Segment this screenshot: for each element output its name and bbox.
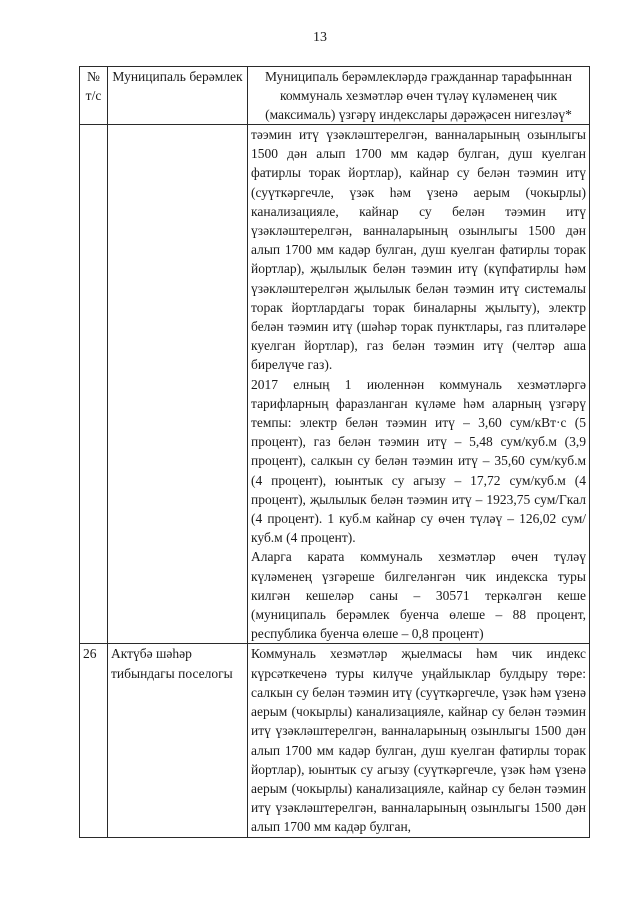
header-num: № т/с — [80, 67, 108, 125]
table-row — [80, 125, 590, 644]
table-row — [80, 644, 590, 837]
row-basis — [248, 644, 590, 837]
header-basis: Муниципаль берәмлекләрдә гражданнар тарафыннан коммуналь хезмәтләр өчен түләү күләменең чик (максималь) үзгәрү индекслары дәрәҗәсен нигезләү* — [248, 67, 590, 125]
basis-paragraph: 2017 елның 1 июленнән коммуналь хезмәтләргә тарифларның фаразланган күләме һәм аларның үзгәрү темпы: электр белән тәэмин итү – 3,60 сум/кВт·с (5 процент), газ белән тәэмин итү – 5,48 сум/куб.м (3,9 процент), салкын су белән тәэмин итү – 35,60 сум/куб.м (4 процент), юынтык су агызу – 17,72 сум/куб.м (4 процент), җылылык белән тәэмин итү – 1923,75 сум/Гкал (4 процент). 1 куб.м кайнар су өчен түләү – 126,02 сум/куб.м (4 процент). — [251, 376, 586, 546]
row-basis — [248, 125, 590, 644]
basis-paragraph: Коммуналь хезмәтләр җыелмасы һәм чик индекс күрсәткеченә туры килүче уңайлыклар булдыру төре: салкын су белән тәэмин итү (суүткәргечле, үзәк һәм үзенә аерым (чокырлы) канализацияле, кайнар су белән тәэмин итү үзәкләштерелгән, ванналарының озынлыгы 1500 дән алып 1700 мм кадәр булган, душ куелган фатирлы торак йортлар), юынтык су агызу (суүткәргечле, үзәк һәм үзенә аерым (чокырлы) канализацияле, кайнар су белән тәэмин итү үзәкләштерелгән, ванналарының озынлыгы 1500 дән алып 1700 мм кадәр булган, — [251, 646, 586, 835]
row-municipality — [108, 125, 248, 644]
header-municipality: Муниципаль берәмлек — [108, 67, 248, 125]
row-municipality: Актүбә шәһәр тибындагы поселогы — [108, 644, 248, 837]
page-number: 13 — [313, 30, 327, 45]
index-table — [79, 66, 590, 838]
basis-paragraph: тәэмин итү үзәкләштерелгән, ванналарының озынлыгы 1500 дән алып 1700 мм кадәр булган, душ куелган фатирлы торак йортлар), кайнар су белән тәэмин итү (суүткәргечле, үзәк һәм үзенә аерым (чокырлы) канализацияле, кайнар су белән тәэмин итү үзәкләштерелгән, ванналарының озынлыгы 1500 дән алып 1700 мм кадәр булган, душ куелган фатирлы торак йортлар), җылылык белән тәэмин итү (күпфатирлы һәм үзәкләштерелгән җылылык белән тәэмин итү системалы торак йортлардагы торак биналарны җылыту), электр белән тәэмин итү (шәһәр торак пунктлары, газ плитәләре куелган йортлар), газ белән тәэмин итү (челтәр аша бирелүче газ). — [251, 127, 586, 373]
row-num: 26 — [80, 644, 108, 837]
table-header-row — [80, 67, 590, 125]
row-num — [80, 125, 108, 644]
basis-paragraph: Аларга карата коммуналь хезмәтләр өчен түләү күләменең үзгәреше билгеләнгән чик индекска туры килгән кешеләр саны – 30571 теркәлгән кеше (муниципаль берәмлек буенча өлеше – 88 процент, республика буенча өлеше – 0,8 процент) — [251, 549, 586, 642]
